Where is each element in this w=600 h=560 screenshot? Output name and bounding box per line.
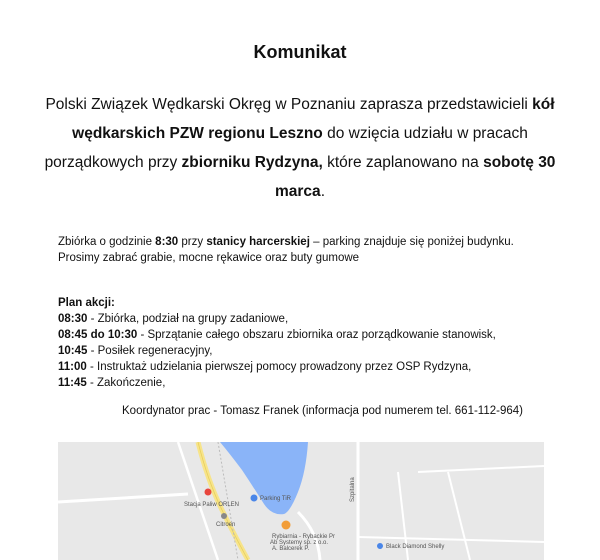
plan-item-time: 08:45 do 10:30 xyxy=(58,329,138,341)
plan-item xyxy=(58,311,578,327)
intro-paragraph xyxy=(40,90,560,206)
intro-text-1: Polski Związek Wędkarski Okręg w Poznaniu zaprasza przedstawicieli xyxy=(45,96,533,113)
meeting-time: 8:30 xyxy=(155,236,179,248)
fishery-pin xyxy=(282,521,291,530)
map-label-street: Szpitalna xyxy=(350,477,356,502)
map-label-cottage: Black Diamond Shelly xyxy=(386,544,445,550)
meeting-line-2: Prosimy zabrać grabie, mocne rękawice oraz buty gumowe xyxy=(58,252,360,264)
location-map[interactable] xyxy=(58,442,544,560)
intro-bold-1: kół wędkarskich PZW regionu Leszno xyxy=(72,96,555,142)
plan-item-text: - Zakończenie, xyxy=(86,377,166,389)
intro-bold-2: zbiorniku Rydzyna, xyxy=(181,154,323,171)
map-label-parking: Parking TiR xyxy=(260,496,292,502)
meeting-info xyxy=(58,234,578,266)
intro-text-2: do wzięcia udziału w pracach porządkowych przy xyxy=(44,125,528,171)
plan-item-time: 11:45 xyxy=(58,377,87,389)
plan-item xyxy=(58,327,578,343)
gas-station-pin xyxy=(205,489,212,496)
intro-text-4: . xyxy=(320,183,325,200)
meeting-text-1: Zbiórka o godzinie xyxy=(58,236,156,248)
map-label-fishery-1: Rybiarnia - Rybackie Pr xyxy=(272,534,336,540)
page-title: Komunikat xyxy=(253,42,347,62)
plan-item-time: 08:30 xyxy=(58,313,88,325)
parking-pin xyxy=(251,495,258,502)
plan-item-text: - Instruktaż udzielania pierwszej pomocy prowadzony przez OSP Rydzyna, xyxy=(86,361,472,373)
action-plan xyxy=(58,295,578,391)
intro-bold-3: sobotę 30 marca xyxy=(275,154,556,200)
meeting-place: stanicy harcerskiej xyxy=(206,236,310,248)
plan-item-time: 11:00 xyxy=(58,361,87,373)
map-label-fishery-3: A. Balcerek P. xyxy=(272,546,310,552)
plan-item-time: 10:45 xyxy=(58,345,88,357)
plan-item xyxy=(58,343,578,359)
meeting-line-1 xyxy=(58,234,578,250)
plan-item xyxy=(58,375,578,391)
cottage-pin xyxy=(377,543,383,549)
plan-item-text: - Zbiórka, podział na grupy zadaniowe, xyxy=(87,313,289,325)
map-label-fishery-2: Ab Systemy sp. z o.o. xyxy=(270,540,329,546)
coordinator-info: Koordynator prac - Tomasz Franek (informacja pod numerem tel. 661-112-964) xyxy=(122,405,523,417)
meeting-text-2: przy xyxy=(178,236,207,248)
plan-item-text: - Sprzątanie całego obszaru zbiornika oraz porządkowanie stanowisk, xyxy=(137,329,496,341)
plan-item xyxy=(58,359,578,375)
map-graphic xyxy=(58,442,544,560)
plan-item-text: - Posiłek regeneracyjny, xyxy=(87,345,213,357)
intro-text-3: które zaplanowano na xyxy=(322,154,484,171)
map-label-citroen: Citroen xyxy=(216,522,236,528)
plan-heading: Plan akcji: xyxy=(58,297,115,309)
meeting-text-3: – parking znajduje się poniżej budynku. xyxy=(309,236,514,248)
citroen-pin xyxy=(221,513,227,519)
map-label-gas-station: Stacja Paliw ORLEN xyxy=(184,502,240,508)
